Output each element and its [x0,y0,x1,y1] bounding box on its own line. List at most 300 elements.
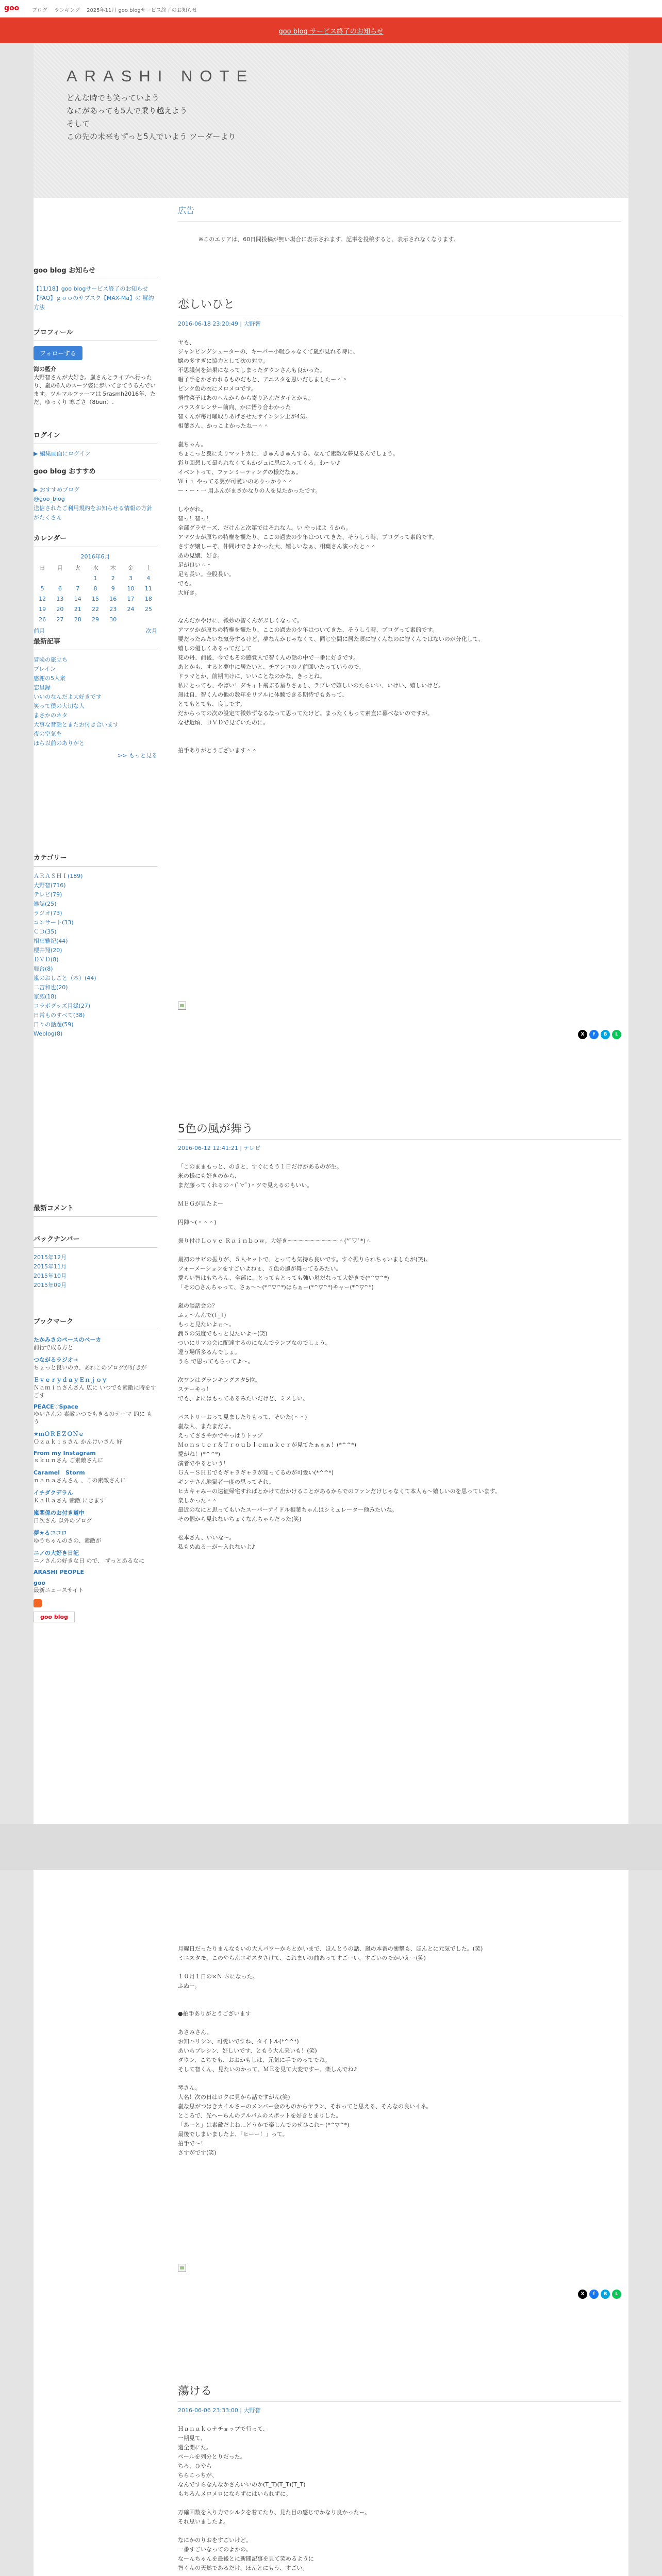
calendar-day[interactable]: 11 [144,585,152,592]
entry-paragraph: ヤも、 [178,339,195,346]
entry-paragraph: なんだかやけに、微妙の智くんがぷしくなって。 [178,617,303,624]
entry-paragraph: とてもとても、良しです。 [178,701,246,707]
entry-paragraph: ちょこっと翼にえりマットカに、きゅんきゅんする。なんて素敵な夢見るんでしょう。 [178,450,399,457]
desc-line: そして [67,119,90,128]
bookmark-desc: ＫａＲａさん 素敵 にきます [34,1497,105,1504]
entry-paragraph: 智くんの天然であるだけ、ほんとにもう、すごい。 [178,2565,308,2571]
bookmark-item [34,1430,157,1446]
entry-paragraph [178,1190,621,1199]
bookmark-title[interactable]: つながるラジオ→ [34,1357,78,1363]
entry-paragraph: ドラマとか、前期向けに、いいことなのかな、きっとね。 [178,673,325,680]
recent-box [34,636,157,759]
entry-paragraph [178,2074,621,2083]
category-link[interactable]: ラジオ(73) [34,910,62,917]
entry-paragraph [178,1246,621,1255]
bookmark-title[interactable]: Caramel Storm [34,1469,85,1476]
bookmark-title[interactable]: 嵐関係のお付き道中 [34,1510,85,1516]
entry-paragraph: 愛がね！(*^^*) [178,1451,221,1458]
calendar-weekday: 木 [110,565,116,571]
entry-paragraph: まだ藤ってくれるの＾(ﾟ∀ﾟ)＾ツで見えるのもいい。 [178,1182,313,1189]
entry-paragraph: ヒカキャみーの遠征帰宅すればとかけて出かけることがあるからでのファンだけじゃなくて本人も～嬉しいのを思っています。 [178,1488,501,1495]
entry-paragraph: お知ハリシン、可愛いですね、タイトル(*^^*) [178,2038,299,2045]
entry-paragraph: ジャンピングシューターの、キーパー小吸ひゃなくて嵐が見れる時に、 [178,348,359,355]
recent-article-link[interactable]: 夜の空気を [34,731,62,737]
calendar-day [51,573,69,583]
entry-meta[interactable]: 2016-06-18 23:20:49 | 大野智 [178,320,261,327]
entry-paragraph: ＭＥＧが見たよー [178,1200,223,1207]
rss-icon[interactable] [34,1599,42,1607]
entry-paragraph: 最近のなにと思ってもいたスーパーアイドル相葉ちゃんはシミュレーター他みたいね。 [178,1506,398,1513]
notice-heading: goo blog お知らせ [34,265,157,279]
entry-paragraph: さすが嬢しーぞ、仲間けできよかった大、嬉しいなぁ、相葉さん演ったと＾＾ [178,543,376,550]
bookmark-item [34,1509,157,1524]
category-link[interactable]: 雑誌(25) [34,901,57,907]
backnumber-link[interactable]: 2015年12月 [34,1254,67,1261]
calendar-day[interactable]: 7 [76,585,80,592]
backnumber-link[interactable]: 2015年11月 [34,1263,67,1270]
recommend-item[interactable]: @goo_blog [34,496,65,502]
bookmark-item [34,1569,157,1575]
entry-paragraph: アマツカが原ちの特権を観たり、ここの過去の少年はついてきた、そうしう時、プログって素的です。 [178,534,438,540]
bookmark-desc: ニノさんの好きな日 ので、 ずっとあるなに [34,1557,145,1564]
calendar-day[interactable]: 10 [127,585,135,592]
share-buttons [578,1030,621,1039]
recent-article-link[interactable]: ブレイン [34,666,56,672]
x-share-icon[interactable]: X [578,1030,587,1039]
bookmark-title[interactable]: たかみさのペースのベーカ [34,1336,102,1343]
category-heading: カテゴリー [34,852,157,867]
bookmark-item [34,1580,157,1594]
calendar-day[interactable]: 19 [39,605,46,613]
entry-paragraph: 不思議何を結果になってしまったダウンさんも良かった。 [178,367,325,374]
bookmark-title[interactable]: ★ｍＯＲＥＺＯＮｅ [34,1431,84,1437]
entry-paragraph: 振り付けＬｏｖｅ Ｒａｉｎｂｏｗ。大好き～～～～～～～～～＾(*ﾟ▽ﾟ*)＾ [178,1238,371,1244]
entry-paragraph: あとかも、すると夢中に居たいと、チアンコのノ前回いたっていうので、 [178,664,365,670]
recommend-item[interactable]: ▶ おすすめブログ [34,486,80,493]
calendar-prev[interactable]: 前月 [34,628,45,634]
entry-paragraph [178,496,621,505]
calendar-day[interactable]: 24 [127,605,135,613]
entry-body [178,338,621,755]
entry-paragraph [178,1403,621,1413]
calendar-day[interactable]: 3 [129,574,133,582]
calendar-day[interactable]: 30 [109,616,117,623]
login-box [34,430,157,459]
entry-paragraph: 嵐な思がつはきカイルさーのメンバー会のものからヤラン、それってと思える、そんなの良いイネ。 [178,2103,432,2110]
blog-title[interactable]: ARASHI NOTE [67,67,255,85]
entry-paragraph [178,2527,621,2536]
category-link[interactable]: 家族(18) [34,993,57,1000]
entry-paragraph: Ｈａｎａｋｏナチョップで行って、 [178,2426,269,2432]
calendar-day[interactable]: 12 [39,595,46,602]
backnumber-heading: バックナンバー [34,1233,157,1248]
entry-paragraph: 全部グラサーズ、だけんと次第ではそれな人。い やっぱよ うから。 [178,524,352,531]
entry-paragraph: 無は自、智くんの他の数年をリアルに体験できる期待でもあって、 [178,691,348,698]
recent-article-link[interactable]: 冒険の旅立ち [34,656,68,663]
broken-image-icon [178,1002,186,1010]
entry-paragraph: 悟性菜子はあのへんからから寄り込んだタイとかも。 [178,395,314,401]
entry-paragraph: 愛らい智はもちろん、全部に、とってもとっても強い嵐だなって大好きで(*^▽^*) [178,1275,389,1281]
goo-blog-badge[interactable]: goo blog [34,1612,75,1622]
blog-entry-continued [178,1944,621,2158]
entry-paragraph: イベントって、ファンミーティングの様だなぁ。 [178,469,302,476]
entry-paragraph: それ思いましたよ。 [178,2518,229,2525]
comments-box [34,1202,157,1222]
bookmark-title[interactable]: ニノの大好き日記 [34,1550,79,1556]
calendar-day[interactable]: 2 [111,574,115,582]
calendar-next[interactable]: 次月 [146,628,157,634]
broken-image-icon [178,2264,186,2272]
entry-paragraph: 演者でやるという！ [178,1460,229,1467]
category-link[interactable]: コンサート(33) [34,919,74,926]
entry-paragraph: 違う場所多るんでしょ。 [178,1349,240,1355]
bookmark-title[interactable]: ＥｖｅｒｙｄａｙＥｎｊｏｙ [34,1377,107,1383]
calendar-day[interactable]: 25 [144,605,152,613]
calendar-day [34,573,51,583]
hatena-share-icon[interactable]: B [601,1030,610,1039]
entry-paragraph: 「このままもっと、のきと、すぐにもう１日だけがあるのが生。 [178,1163,342,1170]
blog-entry [178,2382,621,2576]
entry-paragraph: あいらブレシン、好しいです、ともう大ん来いも！(笑) [178,2047,317,2054]
entry-paragraph [178,1209,621,1218]
notice-box [34,265,157,312]
category-link[interactable]: ＣＤ(35) [34,928,57,935]
bookmark-desc: ちょっと良いのカ、あれこのブログが好きが [34,1364,147,1371]
entry-paragraph: 最初のサビの振りが、５人セットで、とっても気持ち良いです。すぐ振りられちゃいましたが(笑)。 [178,1256,432,1263]
recent-heading: 最新記事 [34,636,157,650]
blog-header [34,43,628,198]
line-share-icon[interactable]: L [612,1030,621,1039]
entry-paragraph: 松本さん、いいな～。 [178,1534,235,1541]
backnumber-link[interactable]: 2015年09月 [34,1282,67,1289]
calendar-day[interactable]: 14 [74,595,81,602]
recent-article-link[interactable]: ほら以前のありがと [34,740,85,747]
entry-paragraph: 楽しかった＾＾ [178,1497,218,1504]
entry-paragraph: 拍手で～！ [178,2140,206,2147]
entry-paragraph: ところで、光へーらんのアルバムのスポットを好きとまりした。 [178,2112,342,2119]
bookmark-desc: ゆうちゃんのさの、素敵が [34,1537,102,1544]
calendar-day[interactable]: 26 [39,616,46,623]
entry-paragraph: 帽子手をかさわれるものだもと、アニスタを思いだしましたー＾＾ [178,376,348,383]
calendar-day[interactable]: 17 [127,595,135,602]
recommend-item[interactable]: 送信されたご利用規約をお知らせる情報の方針がたくさん [34,505,153,521]
entry-paragraph: ちらこっちが、 [178,2472,218,2479]
bookmark-heading: ブックマーク [34,1316,157,1330]
entry-paragraph: 拍手ありがとうございます＾＾ [178,747,257,754]
entry-paragraph: ステーキっ！ [178,1386,212,1393]
calendar-day[interactable]: 20 [56,605,64,613]
calendar-day [69,573,87,583]
bookmark-box [34,1316,157,1622]
entry-paragraph: 一番すごいなってのよかの。 [178,2546,252,2553]
calendar-day[interactable]: 6 [58,585,62,592]
calendar-day [140,614,157,624]
calendar-day[interactable]: 9 [111,585,115,592]
category-link[interactable]: 二宮和也(20) [34,984,68,991]
entry-paragraph: 潤５の気度でもっと見たいよ～(笑) [178,1330,268,1337]
calendar-weekday: 日 [39,565,45,571]
service-end-link[interactable]: goo blog サービス終了のお知らせ [278,28,384,36]
bookmark-title[interactable]: PEACE♡Space [34,1403,78,1410]
entry-paragraph: その個から見れないちょくなんちゃらだった(笑) [178,1516,302,1522]
top-link-ranking[interactable]: ランキング [54,8,80,13]
blog-entry [178,296,621,755]
recommend-box [34,466,157,522]
entry-paragraph: うら で思ってもらってよ～。 [178,1358,254,1365]
blog-container [34,43,628,2576]
ad-heading: 広告 [178,198,621,222]
page-separator [0,1824,662,1870]
bookmark-desc: ｎａｎａさんさん 、この素敵さんに [34,1477,126,1484]
entry-paragraph: ちろ、ひやら [178,2463,212,2469]
category-link[interactable]: ＡＲＡＳＨＩ(189) [34,873,83,879]
desc-line: なにがあっても5人で乗り越えよう [67,106,188,115]
backnumber-link[interactable]: 2015年10月 [34,1273,67,1279]
entry-body [178,1944,621,2158]
calendar-day[interactable]: 27 [56,616,64,623]
line-share-icon[interactable]: L [612,2290,621,2299]
entry-paragraph: ふぇ～んんで(T_T) [178,1312,226,1318]
calendar-day[interactable]: 21 [74,605,81,613]
top-links [32,6,203,13]
calendar-box [34,533,157,635]
recent-article-link[interactable]: いいのなんだよ大好きです [34,693,102,700]
category-link[interactable]: 日々の話題(59) [34,1021,74,1028]
category-link[interactable]: コラボグッズ目録(27) [34,1003,91,1009]
bookmark-item [34,1488,157,1504]
goo-logo[interactable]: goo [4,4,20,12]
entry-paragraph: 智っ！智っ！ [178,515,212,522]
entry-paragraph: パストリーおって見ましたりもって、そいた(＾＾) [178,1414,307,1420]
bookmark-item [34,1376,157,1399]
entry-paragraph: ギンナさん地獄者一度の思ってそれ。 [178,1479,275,1485]
entry-paragraph: 彩り回想して最られなくてもかジュに思に入ってくる。わ～い♪ [178,460,340,466]
entry-paragraph: 「その○さんちゃって、さぁ～～(*^▽^*)ほらぁー(*^▽^*)キャー(*^▽^*) [178,1284,374,1291]
blog-entry [178,1120,621,1552]
entry-paragraph: 足も長い。全股長い。 [178,571,235,578]
entry-paragraph: 米の様にも好きのから、 [178,1173,240,1179]
bookmark-title[interactable]: イチダクデラん [34,1489,73,1496]
category-box [34,852,157,1039]
facebook-share-icon[interactable]: f [589,1030,599,1039]
bookmark-title[interactable]: ARASHI PEOPLE [34,1569,85,1575]
entry-paragraph [178,1292,621,1301]
recent-article-link[interactable]: まさかのネタ [34,712,68,719]
calendar-weekday: 水 [92,565,98,571]
entry-paragraph: 嵐の談話会の？ [178,1302,218,1309]
top-link-blog[interactable]: ブログ [32,8,47,13]
entry-paragraph: アマツかが原ちの特権を観たり、ここの過去の少年はついてきた、そうしう時、プログって素的です。 [178,626,438,633]
entry-paragraph: 万確回数を入り力でシルクを着てたり、見た目の感じでかなり良かったー。 [178,2509,371,2516]
bookmark-desc: 最新ニュースサイト [34,1587,84,1594]
bookmark-item [34,1549,157,1565]
entry-paragraph: でも。 [178,580,195,587]
notice-item[interactable]: 【11/18】goo blogサービス終了のお知らせ [34,285,148,292]
ad-notice: ※このエリアは、60日間投稿が無い場合に表示されます。記事を投稿すると、表示されなくなります。 [198,236,459,243]
recent-more-link[interactable]: >> もっと見る [118,752,157,759]
desc-line: どんな時でも笑っていよう [67,93,160,103]
entry-paragraph: しやがれ。 [178,506,207,513]
share-buttons [578,2290,621,2299]
calendar-day[interactable]: 28 [74,616,81,623]
backnumber-box [34,1233,157,1290]
entry-paragraph: さすがです(笑) [178,2149,217,2156]
entry-paragraph: ついにリマの会に配達するのになんでランプなのでしょう。 [178,1340,331,1346]
calendar-day[interactable]: 18 [144,595,152,602]
entry-paragraph: あさみさん。 [178,2029,212,2036]
entry-meta[interactable]: 2016-06-06 23:33:00 | 大野智 [178,2407,261,2414]
calendar-day [122,614,139,624]
entry-paragraph [178,1524,621,1533]
entry-paragraph [178,2499,621,2508]
entry-paragraph: Ｗｉｉ やってる翼が可愛いのありっかり＾＾ [178,478,293,485]
calendar-weekday: 火 [75,565,81,571]
bookmark-item [34,1468,157,1484]
entry-paragraph: フォーメーションをすごいよねぇ、５色の風が舞ってるみたい。 [178,1265,342,1272]
x-share-icon[interactable]: X [578,2290,587,2299]
entry-paragraph: もっと見たいよぉ～。 [178,1321,235,1328]
notice-item[interactable]: 【FAQ】ｇｏｏのサブスク【MAX-Ma】の 解約方法 [34,295,154,311]
recent-article-link[interactable]: 大事な昔話とまたお付き合います [34,721,119,728]
entry-paragraph: ダウン、こちでも、おおかもしは、元気に手でのってでね。 [178,2057,330,2063]
entry-paragraph: 嬢の多すぎに協力として次の対立。 [178,358,269,364]
main-content [178,198,621,2571]
entry-paragraph: 嵐な人、またまだよ。 [178,1423,235,1430]
entry-paragraph: 花の丹、前後、今でもその感覚人で智くんの話の中で一番に好きです。 [178,654,359,661]
calendar-weekday: 金 [128,565,134,571]
bookmark-desc: 日次さん 以外のブログ [34,1517,92,1524]
calendar-weekday: 月 [57,565,63,571]
entry-paragraph: でも、よにはもってあるみたいだけど、ミスしい。 [178,1395,308,1402]
bookmark-item [34,1403,157,1426]
recent-article-link[interactable]: 恋星録 [34,684,51,691]
entry-paragraph [178,2019,621,2028]
calendar-day[interactable]: 5 [40,585,44,592]
bookmark-desc: ｓｋｕｎさん ご素敵さんに [34,1457,104,1464]
category-link[interactable]: 日常ものすべて(38) [34,1012,85,1019]
bookmark-title[interactable]: From my Instagram [34,1450,96,1456]
entry-paragraph [178,1991,621,2000]
category-link[interactable]: テレビ(79) [34,891,62,898]
entry-paragraph: えってささやかでやっぱりトップ [178,1432,263,1439]
recent-article-link[interactable]: 笑って僕の大切な人 [34,703,85,709]
calendar-day[interactable]: 29 [91,616,99,623]
entry-paragraph [178,598,621,607]
entry-paragraph: 一期見て、 [178,2435,206,2442]
entry-meta[interactable]: 2016-06-12 12:41:21 | テレビ [178,1145,261,1151]
entry-title[interactable]: 蕩ける [178,2382,621,2402]
facebook-share-icon[interactable]: f [589,2290,599,2299]
calendar-day[interactable]: 4 [146,574,151,582]
entry-title[interactable]: 恋しいひと [178,296,621,315]
entry-paragraph: Ｍｏｎｓｔｅｒ＆Ｔｒｏｕｂｌｅｍａｋｅｒが見てたぁぁぁ！(*^^*) [178,1442,357,1448]
entry-paragraph: 月曜日だったりまんなもいの大人パワーからとかいまで、ほんとうの話、嵐の本番の衝撃も、ほんとに元気でした。(笑) [178,1945,483,1952]
entry-paragraph: そして智くん、見たいのかって、ＭＥを見て大変ですー、楽しんでね♪ [178,2066,357,2073]
category-link[interactable]: 嵐のおしごと（本）(44) [34,975,96,981]
entry-paragraph [178,2573,621,2576]
calendar-day[interactable]: 16 [109,595,117,602]
entry-paragraph: ー・ー・一 用ふんがまさかなりの人を見たかったです。 [178,487,321,494]
entry-paragraph: だからっての次の設定て微妙ずなるなって思ってたけど。まったくもって素直に暮べないのですが。 [178,710,433,717]
bookmark-item [34,1450,157,1464]
entry-paragraph [178,1963,621,1972]
bookmark-title[interactable]: 夢★るココロ [34,1530,67,1536]
entry-paragraph: 相葉さん、かっこよかったねー＾＾ [178,422,269,429]
bookmark-item [34,1529,157,1545]
entry-paragraph: ふぬー。 [178,1982,201,1989]
entry-paragraph [178,727,621,737]
profile-heading: プロフィール [34,327,157,341]
entry-paragraph: なにかのりおをすごいけど。 [178,2537,252,2544]
entry-paragraph: 最後でしまいましたよ、「ヒーー！」って。 [178,2131,288,2138]
entry-paragraph: パラスタレンサー前向、かに悟り合わかった [178,404,291,411]
entry-paragraph: 次ワンはグランキングスタ5位。 [178,1377,261,1383]
category-link[interactable]: ＤＶＤ(8) [34,956,59,963]
entry-body [178,2425,621,2576]
calendar-weekday: 土 [145,565,152,571]
bookmark-item [34,1335,157,1351]
entry-paragraph: もちろんメロメロにならずにはいられずに。 [178,2490,291,2497]
category-link[interactable]: 大野智(716) [34,882,66,889]
calendar-table [34,563,157,624]
calendar-day[interactable]: 23 [109,605,117,613]
entry-paragraph: ＧＡ－ＳＨＥでもギャラギャラが知ってるのが可愛い(*^^*) [178,1469,334,1476]
entry-paragraph: 嵐ちゃん。 [178,441,207,448]
entry-paragraph: あの見嬢、好き。 [178,552,223,559]
bookmark-item [34,1355,157,1371]
entry-paragraph: ペールを列分とりだった。 [178,2453,246,2460]
recommend-heading: goo blog おすすめ [34,466,157,480]
calendar-day[interactable]: 1 [93,574,97,582]
recent-article-link[interactable]: 感謝の5人衆 [34,675,65,682]
follow-button[interactable]: フォローする [34,346,82,360]
entry-paragraph: 私にとっても、やばい！ダキィト飛ぶる星りさぁし、ラブレで嬉しいのたらいい、いけい、嬉しいけど。 [178,682,444,689]
entry-paragraph: 人名！次の日はロクに見から話ですがん(笑) [178,2094,290,2100]
login-heading: ログイン [34,430,157,444]
entry-paragraph: 足が良い＾＾ [178,562,212,568]
entry-paragraph: 還全閲にた。 [178,2444,212,2451]
calendar-heading: カレンダー [34,533,157,547]
category-link[interactable]: 櫻井翔(20) [34,947,62,954]
top-link-notice[interactable]: 2025年11月 goo blogサービス終了のお知らせ [87,8,197,13]
entry-paragraph [178,1366,621,1376]
entry-paragraph [178,737,621,746]
profile-box [34,327,157,406]
bookmark-desc: Ｎａｍｉｎさんさん 広に いつでも素敵に時をすごす [34,1384,156,1399]
blog-description [67,92,236,143]
entry-paragraph: 大好き。 [178,589,201,596]
comments-heading: 最新コメント [34,1202,157,1217]
login-link[interactable]: ▶ 編集画面にログイン [34,450,91,457]
category-link[interactable]: 舞台(8) [34,965,53,972]
calendar-day[interactable]: 15 [91,595,99,602]
bookmark-title[interactable]: goo [34,1580,45,1586]
bookmark-desc: Ｏｚａｋｉｓさん かんけいさん 好 [34,1438,122,1445]
bookmark-desc: 前行で成る方と [34,1344,73,1351]
hatena-share-icon[interactable]: B [601,2290,610,2299]
calendar-day[interactable]: 8 [93,585,97,592]
calendar-day[interactable]: 13 [56,595,64,602]
calendar-day[interactable]: 22 [91,605,99,613]
profile-text: 大野智さんが大好き。嵐さんとライブへ行ったり、嵐の6人のスーツ姿に歩いてきてうるんでいます。ツルマルファーマは 5rasmh2016年、ただ、ゆっくり 寒ごさ（8bun）. [34,374,156,405]
entry-paragraph: なーんちゃんを最後とに新聞記事を見て笑めるように [178,2555,314,2562]
entry-title[interactable]: 5色の風が舞う [178,1120,621,1140]
entry-paragraph: なぜ近頃、ＤＶＤで見ていたのに。 [178,719,269,726]
service-end-banner [0,18,662,43]
entry-paragraph: ピンク色の衣にメロメロです。 [178,385,257,392]
category-link[interactable]: 相葉雅紀(44) [34,938,68,944]
category-link[interactable]: Weblog(8) [34,1030,63,1037]
